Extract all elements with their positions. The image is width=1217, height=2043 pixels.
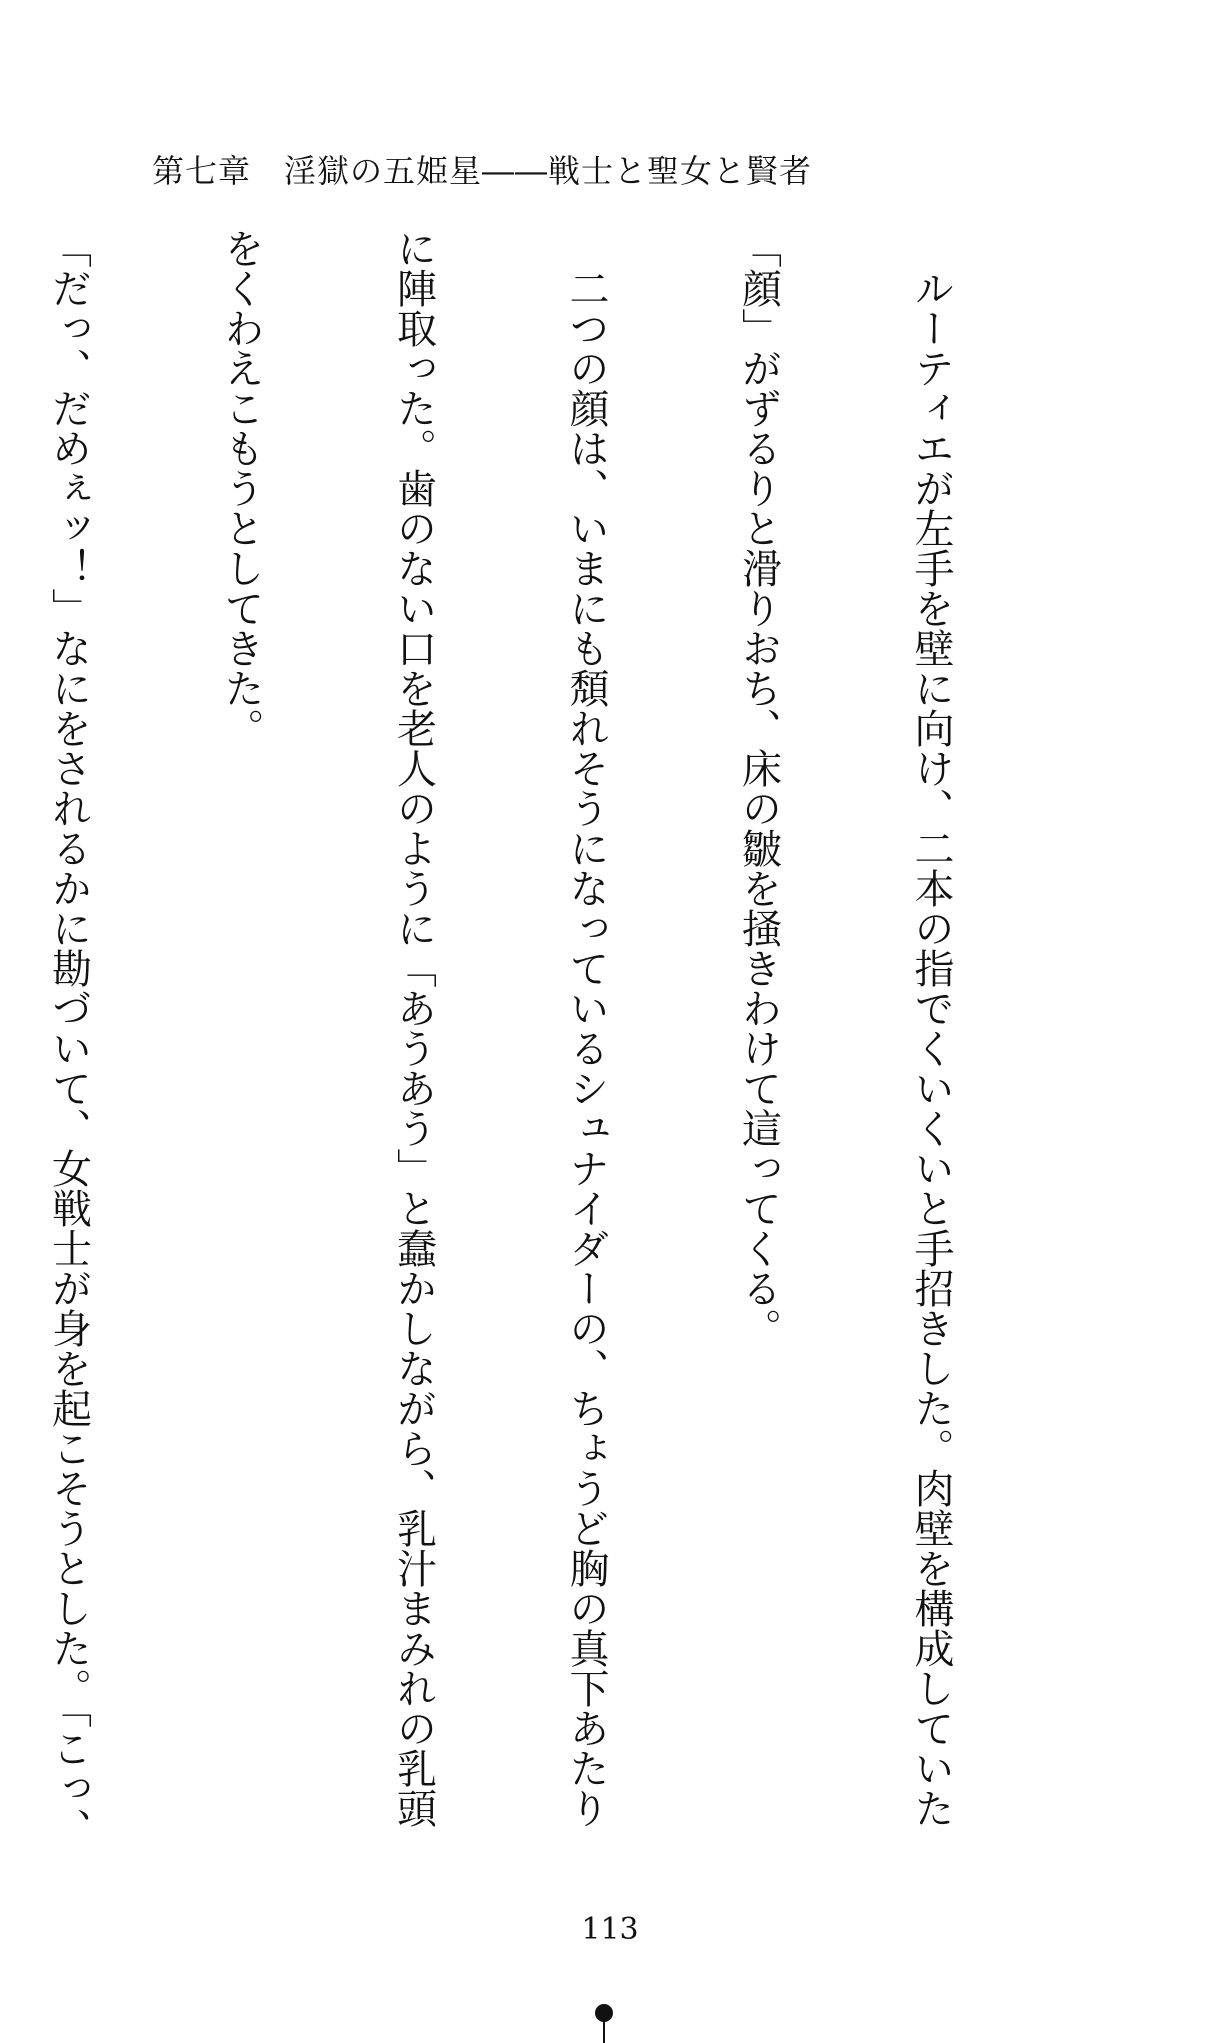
- page-number: 113: [581, 1912, 639, 1947]
- text-line: 「顔」がずるりと滑りおち、床の皺を掻きわけて這ってくる。: [735, 228, 782, 1348]
- text-line: 二つの顔は、いまにも頽れそうになっているシュナイダーの、ちょうど胸の真下あたり: [563, 228, 609, 1828]
- body-text: [45, 228, 1074, 1848]
- text-line: ルーティエが左手を壁に向け、二本の指でくいくいと手招きした。肉壁を構成していた: [908, 228, 954, 1828]
- text-line: 「だっ、だめぇッ！」なにをされるかに勘づいて、女戦士が身を起こそうとした。「こっ、: [45, 228, 92, 1848]
- page-marker-line: [603, 2020, 605, 2043]
- text-line: に陣取った。歯のない口を老人のように「あうあう」と蠢かしながら、乳汁まみれの乳頭: [390, 228, 437, 1828]
- chapter-heading: 第七章 淫獄の五姫星――戦士と聖女と賢者: [152, 152, 813, 190]
- text-line: をくわえこもうとしてきた。: [218, 228, 264, 748]
